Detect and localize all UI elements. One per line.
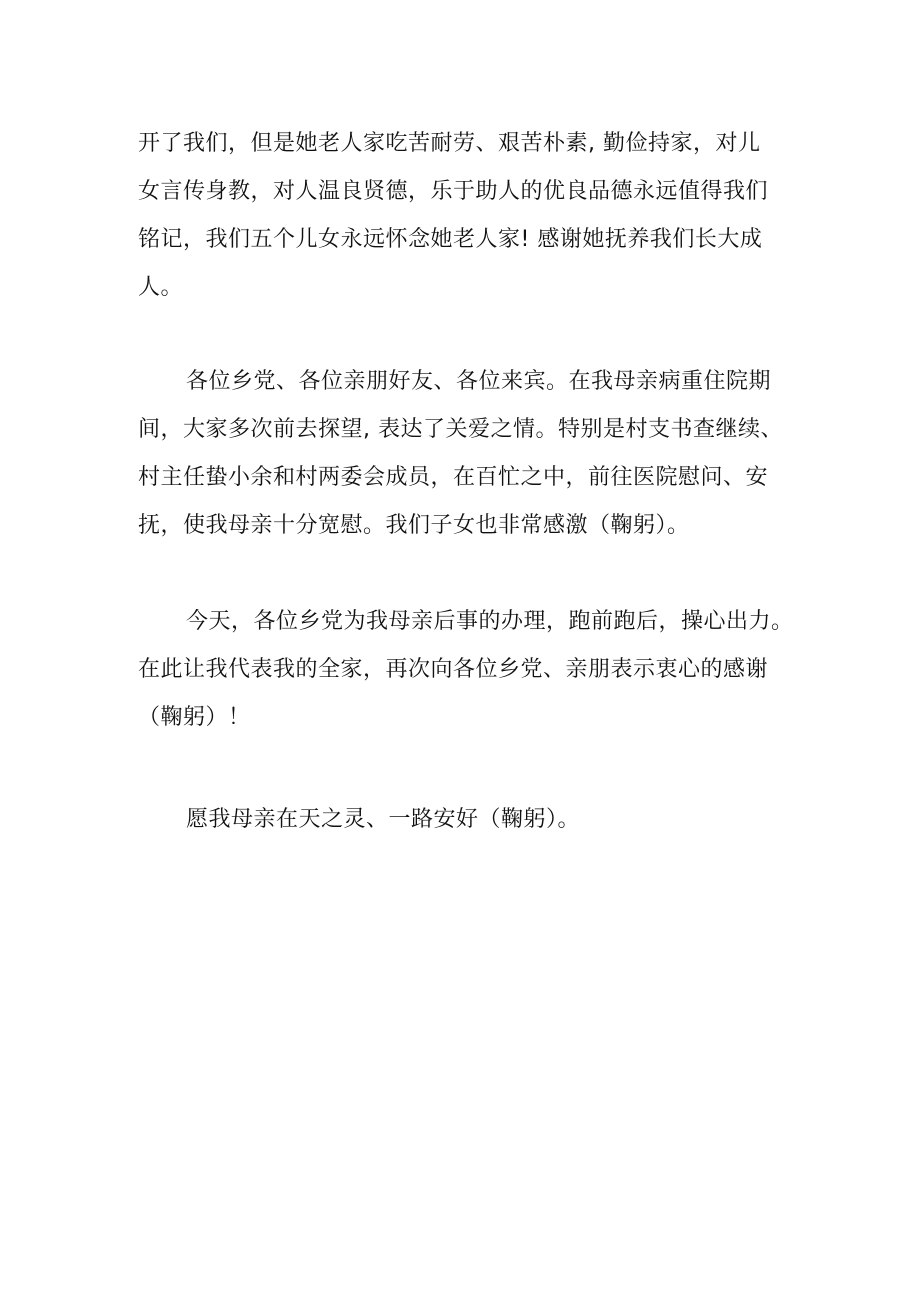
paragraph-farewell	[138, 796, 798, 844]
text-line: 间，大家多次前去探望, 表达了关爱之情。特别是村支书查继续、	[138, 417, 783, 442]
paragraph-thanks-funeral-help	[138, 598, 798, 742]
text-line: （鞠躬）！	[138, 705, 251, 730]
text-line: 开了我们，但是她老人家吃苦耐劳、艰苦朴素, 勤俭持家，对儿	[138, 131, 761, 156]
text-line: 抚，使我母亲十分宽慰。我们子女也非常感激（鞠躬）。	[138, 513, 690, 538]
text-line: 在此让我代表我的全家，再次向各位乡党、亲朋表示衷心的感谢	[138, 657, 769, 682]
paragraph-gratitude-upbringing	[138, 120, 798, 312]
text-line: 各位乡党、各位亲朋好友、各位来宾。在我母亲病重住院期	[186, 369, 772, 394]
text-line: 人。	[138, 275, 184, 300]
text-line: 铭记，我们五个儿女永远怀念她老人家! 感谢她抚养我们长大成	[138, 227, 763, 252]
text-line: 愿我母亲在天之灵、一路安好（鞠躬）。	[186, 807, 581, 832]
text-line: 女言传身教，对人温良贤德，乐于助人的优良品德永远值得我们	[138, 179, 769, 204]
text-line: 村主任蛰小余和村两委会成员，在百忙之中，前往医院慰问、安	[138, 465, 769, 490]
text-line: 今天，各位乡党为我母亲后事的办理，跑前跑后，操心出力。	[186, 609, 794, 634]
paragraph-thanks-visitors	[138, 358, 798, 550]
